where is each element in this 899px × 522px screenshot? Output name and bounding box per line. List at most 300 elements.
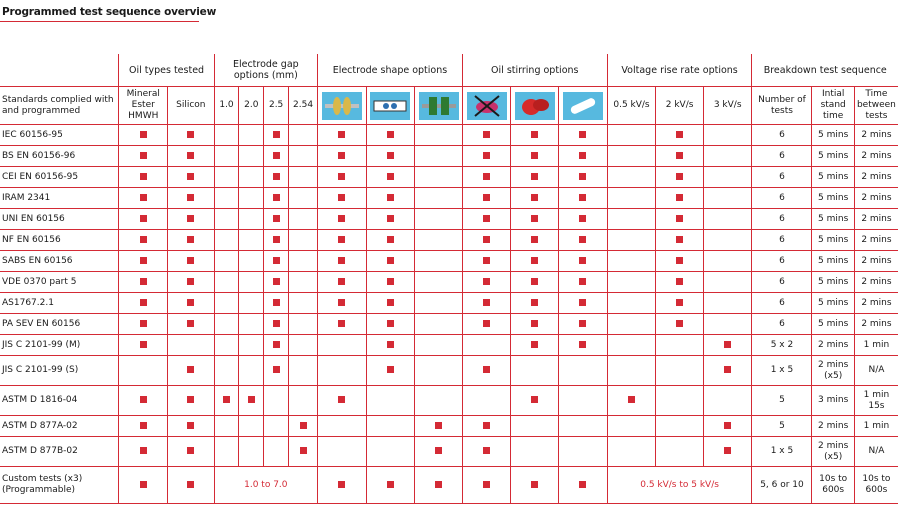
mark-cell (559, 293, 608, 314)
supported-marker (273, 152, 280, 159)
mark-cell (239, 272, 264, 293)
mark-cell (511, 416, 559, 437)
mark-cell (607, 188, 656, 209)
mark-cell (119, 335, 168, 356)
mark-cell (289, 272, 318, 293)
mark-cell (168, 416, 215, 437)
supported-marker (187, 422, 194, 429)
mark-cell (462, 125, 511, 146)
stir-header-3 (559, 87, 608, 125)
mark-cell (289, 230, 318, 251)
supported-marker (579, 257, 586, 264)
supported-marker (676, 194, 683, 201)
supported-marker (338, 257, 345, 264)
mark-cell (511, 335, 559, 356)
mark-cell (703, 356, 752, 386)
supported-marker (724, 422, 731, 429)
supported-marker (531, 215, 538, 222)
mushroom-electrode-icon (322, 92, 362, 120)
group-breakdown-sequence: Breakdown test sequence (752, 54, 898, 87)
mark-cell (239, 437, 264, 467)
mark-cell (607, 356, 656, 386)
supported-marker (338, 481, 345, 488)
supported-marker (483, 481, 490, 488)
mark-cell (559, 146, 608, 167)
mark-cell (511, 188, 559, 209)
standard-name: ASTM D 877A-02 (0, 416, 119, 437)
shape-header-3 (415, 87, 463, 125)
mark-cell (703, 251, 752, 272)
supported-marker (483, 152, 490, 159)
supported-marker (273, 278, 280, 285)
mark-cell (264, 356, 289, 386)
mark-cell (318, 467, 367, 504)
mark-cell (289, 251, 318, 272)
supported-marker (676, 320, 683, 327)
time-between-tests: N/A (854, 356, 898, 386)
standard-name: SABS EN 60156 (0, 251, 119, 272)
number-of-tests: 6 (752, 272, 812, 293)
mark-cell (366, 209, 415, 230)
standard-name: UNI EN 60156 (0, 209, 119, 230)
supported-marker (531, 481, 538, 488)
mark-cell (703, 230, 752, 251)
mark-cell (214, 230, 239, 251)
mark-cell (462, 230, 511, 251)
mark-cell (168, 146, 215, 167)
supported-marker (387, 131, 394, 138)
mark-cell (214, 125, 239, 146)
mark-cell (703, 314, 752, 335)
supported-marker (531, 341, 538, 348)
mark-cell (318, 188, 367, 209)
mark-cell (462, 386, 511, 416)
mark-cell (415, 314, 463, 335)
mark-cell (119, 251, 168, 272)
mark-cell (366, 125, 415, 146)
group-oil-types: Oil types tested (119, 54, 214, 87)
mark-cell (168, 230, 215, 251)
supported-marker (140, 396, 147, 403)
mark-cell (703, 293, 752, 314)
mark-cell (415, 146, 463, 167)
mark-cell (168, 167, 215, 188)
mark-cell (289, 386, 318, 416)
supported-marker (187, 299, 194, 306)
mark-cell (214, 272, 239, 293)
time-between-tests: 2 mins (854, 314, 898, 335)
mark-cell (366, 356, 415, 386)
supported-marker (579, 152, 586, 159)
mark-cell (656, 386, 704, 416)
initial-stand-time: 5 mins (812, 167, 854, 188)
supported-marker (140, 278, 147, 285)
mark-cell (214, 188, 239, 209)
mark-cell (214, 293, 239, 314)
supported-marker (531, 278, 538, 285)
mark-cell (656, 272, 704, 293)
mark-cell (559, 386, 608, 416)
supported-marker (187, 320, 194, 327)
time-between-tests: 2 mins (854, 167, 898, 188)
table-row (0, 386, 898, 416)
mark-cell (511, 167, 559, 188)
mark-cell (119, 293, 168, 314)
supported-marker (483, 194, 490, 201)
mark-cell (214, 356, 239, 386)
supported-marker (531, 236, 538, 243)
mark-cell (289, 146, 318, 167)
mark-cell (239, 386, 264, 416)
supported-marker (483, 320, 490, 327)
supported-marker (483, 131, 490, 138)
mark-cell (289, 167, 318, 188)
supported-marker (483, 215, 490, 222)
mark-cell (289, 437, 318, 467)
mark-cell (168, 335, 215, 356)
supported-marker (579, 194, 586, 201)
mark-cell (462, 356, 511, 386)
mark-cell (462, 146, 511, 167)
initial-stand-time: 3 mins (812, 386, 854, 416)
mark-cell (264, 209, 289, 230)
supported-marker (187, 447, 194, 454)
test-sequence-table (0, 54, 898, 504)
standards-header: Standards complied with and programmed (0, 87, 119, 125)
mark-cell (264, 293, 289, 314)
mark-cell (214, 437, 239, 467)
initial-stand-time: 5 mins (812, 293, 854, 314)
mark-cell (289, 335, 318, 356)
supported-marker (676, 215, 683, 222)
mark-cell (168, 188, 215, 209)
mark-cell (239, 125, 264, 146)
mark-cell (119, 356, 168, 386)
mark-cell (559, 188, 608, 209)
initial-stand-time: 5 mins (812, 125, 854, 146)
number-of-tests: 6 (752, 125, 812, 146)
supported-marker (387, 299, 394, 306)
mark-cell (214, 209, 239, 230)
number-of-tests: 6 (752, 293, 812, 314)
mark-cell (415, 272, 463, 293)
gap-range: 1.0 to 7.0 (214, 467, 317, 504)
mark-cell (168, 272, 215, 293)
mark-cell (559, 230, 608, 251)
number-of-tests: 6 (752, 167, 812, 188)
mark-cell (559, 356, 608, 386)
supported-marker (338, 215, 345, 222)
mark-cell (318, 356, 367, 386)
stirrer-off-icon (467, 92, 507, 120)
gap-header-1: 1.0 (214, 87, 239, 125)
supported-marker (676, 278, 683, 285)
time-between-tests: 2 mins (854, 251, 898, 272)
mark-cell (366, 251, 415, 272)
supported-marker (579, 131, 586, 138)
mark-cell (264, 272, 289, 293)
mark-cell (318, 314, 367, 335)
supported-marker (531, 320, 538, 327)
initial-stand-time: 2 mins (x5) (812, 356, 854, 386)
mark-cell (264, 335, 289, 356)
stir-header-2 (511, 87, 559, 125)
supported-marker (338, 173, 345, 180)
mark-cell (607, 251, 656, 272)
mark-cell (511, 251, 559, 272)
mark-cell (264, 230, 289, 251)
mark-cell (559, 209, 608, 230)
mark-cell (511, 437, 559, 467)
mark-cell (366, 467, 415, 504)
mark-cell (239, 209, 264, 230)
mark-cell (462, 272, 511, 293)
mark-cell (289, 416, 318, 437)
standard-name: AS1767.2.1 (0, 293, 119, 314)
standard-name: ASTM D 877B-02 (0, 437, 119, 467)
mark-cell (318, 293, 367, 314)
supported-marker (483, 236, 490, 243)
mark-cell (415, 356, 463, 386)
mark-cell (214, 146, 239, 167)
number-of-tests: 5 (752, 416, 812, 437)
mark-cell (239, 356, 264, 386)
mark-cell (239, 416, 264, 437)
mark-cell (239, 314, 264, 335)
time-between-header: Time between tests (854, 87, 898, 125)
supported-marker (676, 173, 683, 180)
time-between-tests: 1 min 15s (854, 386, 898, 416)
mark-cell (119, 314, 168, 335)
mark-cell (607, 437, 656, 467)
supported-marker (338, 396, 345, 403)
shape-header-1 (318, 87, 367, 125)
supported-marker (187, 215, 194, 222)
supported-marker (579, 299, 586, 306)
mark-cell (168, 467, 215, 504)
table-row (0, 167, 898, 188)
table-row (0, 209, 898, 230)
mark-cell (119, 167, 168, 188)
custom-tests-row (0, 467, 898, 504)
mark-cell (462, 167, 511, 188)
page-title: Programmed test sequence overview (2, 6, 217, 18)
mark-cell (119, 437, 168, 467)
supported-marker (387, 152, 394, 159)
supported-marker (579, 481, 586, 488)
mark-cell (607, 314, 656, 335)
group-oil-stirring: Oil stirring options (462, 54, 607, 87)
mark-cell (415, 467, 463, 504)
mark-cell (415, 335, 463, 356)
mark-cell (214, 167, 239, 188)
mark-cell (703, 125, 752, 146)
mark-cell (318, 437, 367, 467)
table-row (0, 146, 898, 167)
mark-cell (607, 386, 656, 416)
mark-cell (119, 188, 168, 209)
supported-marker (187, 396, 194, 403)
mark-cell (289, 188, 318, 209)
title-underline (0, 21, 199, 22)
mark-cell (559, 416, 608, 437)
standard-name: IEC 60156-95 (0, 125, 119, 146)
mark-cell (559, 272, 608, 293)
initial-stand-time: 10s to 600s (812, 467, 854, 504)
mark-cell (703, 209, 752, 230)
supported-marker (387, 320, 394, 327)
mark-cell (607, 125, 656, 146)
table-row (0, 251, 898, 272)
supported-marker (273, 215, 280, 222)
supported-marker (531, 152, 538, 159)
mark-cell (511, 209, 559, 230)
supported-marker (140, 447, 147, 454)
mark-cell (415, 230, 463, 251)
mark-cell (462, 293, 511, 314)
mark-cell (703, 272, 752, 293)
mark-cell (318, 335, 367, 356)
mark-cell (318, 209, 367, 230)
mark-cell (511, 146, 559, 167)
supported-marker (676, 299, 683, 306)
supported-marker (223, 396, 230, 403)
mark-cell (656, 335, 704, 356)
mark-cell (366, 230, 415, 251)
supported-marker (387, 173, 394, 180)
number-of-tests: 6 (752, 230, 812, 251)
time-between-tests: 2 mins (854, 272, 898, 293)
column-header-row (0, 87, 898, 125)
mark-cell (656, 125, 704, 146)
mark-cell (318, 251, 367, 272)
mark-cell (656, 251, 704, 272)
gap-header-2: 2.0 (239, 87, 264, 125)
mark-cell (366, 416, 415, 437)
mark-cell (239, 167, 264, 188)
supported-marker (387, 194, 394, 201)
mark-cell (119, 125, 168, 146)
supported-marker (724, 366, 731, 373)
mark-cell (119, 272, 168, 293)
supported-marker (140, 215, 147, 222)
mark-cell (366, 146, 415, 167)
mark-cell (703, 416, 752, 437)
mark-cell (214, 335, 239, 356)
table-row (0, 293, 898, 314)
mark-cell (168, 209, 215, 230)
cylinder-electrode-icon (419, 92, 459, 120)
mark-cell (656, 416, 704, 437)
mark-cell (214, 251, 239, 272)
supported-marker (187, 236, 194, 243)
group-electrode-gap: Electrode gap options (mm) (214, 54, 317, 87)
supported-marker (579, 320, 586, 327)
supported-marker (187, 173, 194, 180)
standard-name: IRAM 2341 (0, 188, 119, 209)
supported-marker (273, 173, 280, 180)
mark-cell (366, 335, 415, 356)
initial-stand-time: 2 mins (812, 416, 854, 437)
mark-cell (119, 230, 168, 251)
mark-cell (511, 314, 559, 335)
supported-marker (483, 447, 490, 454)
standard-name: VDE 0370 part 5 (0, 272, 119, 293)
mark-cell (168, 293, 215, 314)
gap-header-3: 2.5 (264, 87, 289, 125)
supported-marker (579, 215, 586, 222)
stir-header-1 (462, 87, 511, 125)
number-of-tests: 6 (752, 188, 812, 209)
supported-marker (140, 341, 147, 348)
supported-marker (387, 366, 394, 373)
supported-marker (579, 173, 586, 180)
supported-marker (676, 131, 683, 138)
standard-name: JIS C 2101-99 (M) (0, 335, 119, 356)
mark-cell (318, 167, 367, 188)
mark-cell (366, 386, 415, 416)
mark-cell (318, 125, 367, 146)
time-between-tests: 2 mins (854, 146, 898, 167)
standard-name: ASTM D 1816-04 (0, 386, 119, 416)
mark-cell (462, 437, 511, 467)
mark-cell (511, 293, 559, 314)
supported-marker (187, 481, 194, 488)
mark-cell (703, 167, 752, 188)
supported-marker (273, 131, 280, 138)
mark-cell (415, 188, 463, 209)
number-of-tests: 1 x 5 (752, 356, 812, 386)
mark-cell (239, 230, 264, 251)
mark-cell (318, 416, 367, 437)
supported-marker (676, 236, 683, 243)
mark-cell (318, 230, 367, 251)
supported-marker (140, 194, 147, 201)
supported-marker (387, 341, 394, 348)
supported-marker (579, 341, 586, 348)
mark-cell (415, 251, 463, 272)
mark-cell (239, 335, 264, 356)
supported-marker (579, 236, 586, 243)
supported-marker (140, 173, 147, 180)
mark-cell (289, 356, 318, 386)
supported-marker (338, 194, 345, 201)
supported-marker (531, 131, 538, 138)
time-between-tests: 2 mins (854, 293, 898, 314)
supported-marker (531, 194, 538, 201)
mark-cell (119, 209, 168, 230)
supported-marker (140, 320, 147, 327)
time-between-tests: 1 min (854, 335, 898, 356)
supported-marker (483, 257, 490, 264)
magnetic-stirrer-icon (563, 92, 603, 120)
number-of-tests: 6 (752, 314, 812, 335)
mineral-header: Mineral Ester HMWH (119, 87, 168, 125)
mark-cell (318, 146, 367, 167)
mark-cell (214, 416, 239, 437)
supported-marker (300, 422, 307, 429)
mark-cell (511, 386, 559, 416)
number-of-tests-header: Number of tests (752, 87, 812, 125)
table-row (0, 230, 898, 251)
mark-cell (607, 209, 656, 230)
supported-marker (483, 278, 490, 285)
supported-marker (140, 481, 147, 488)
supported-marker (273, 320, 280, 327)
mark-cell (168, 251, 215, 272)
supported-marker (140, 152, 147, 159)
initial-stand-time: 5 mins (812, 230, 854, 251)
